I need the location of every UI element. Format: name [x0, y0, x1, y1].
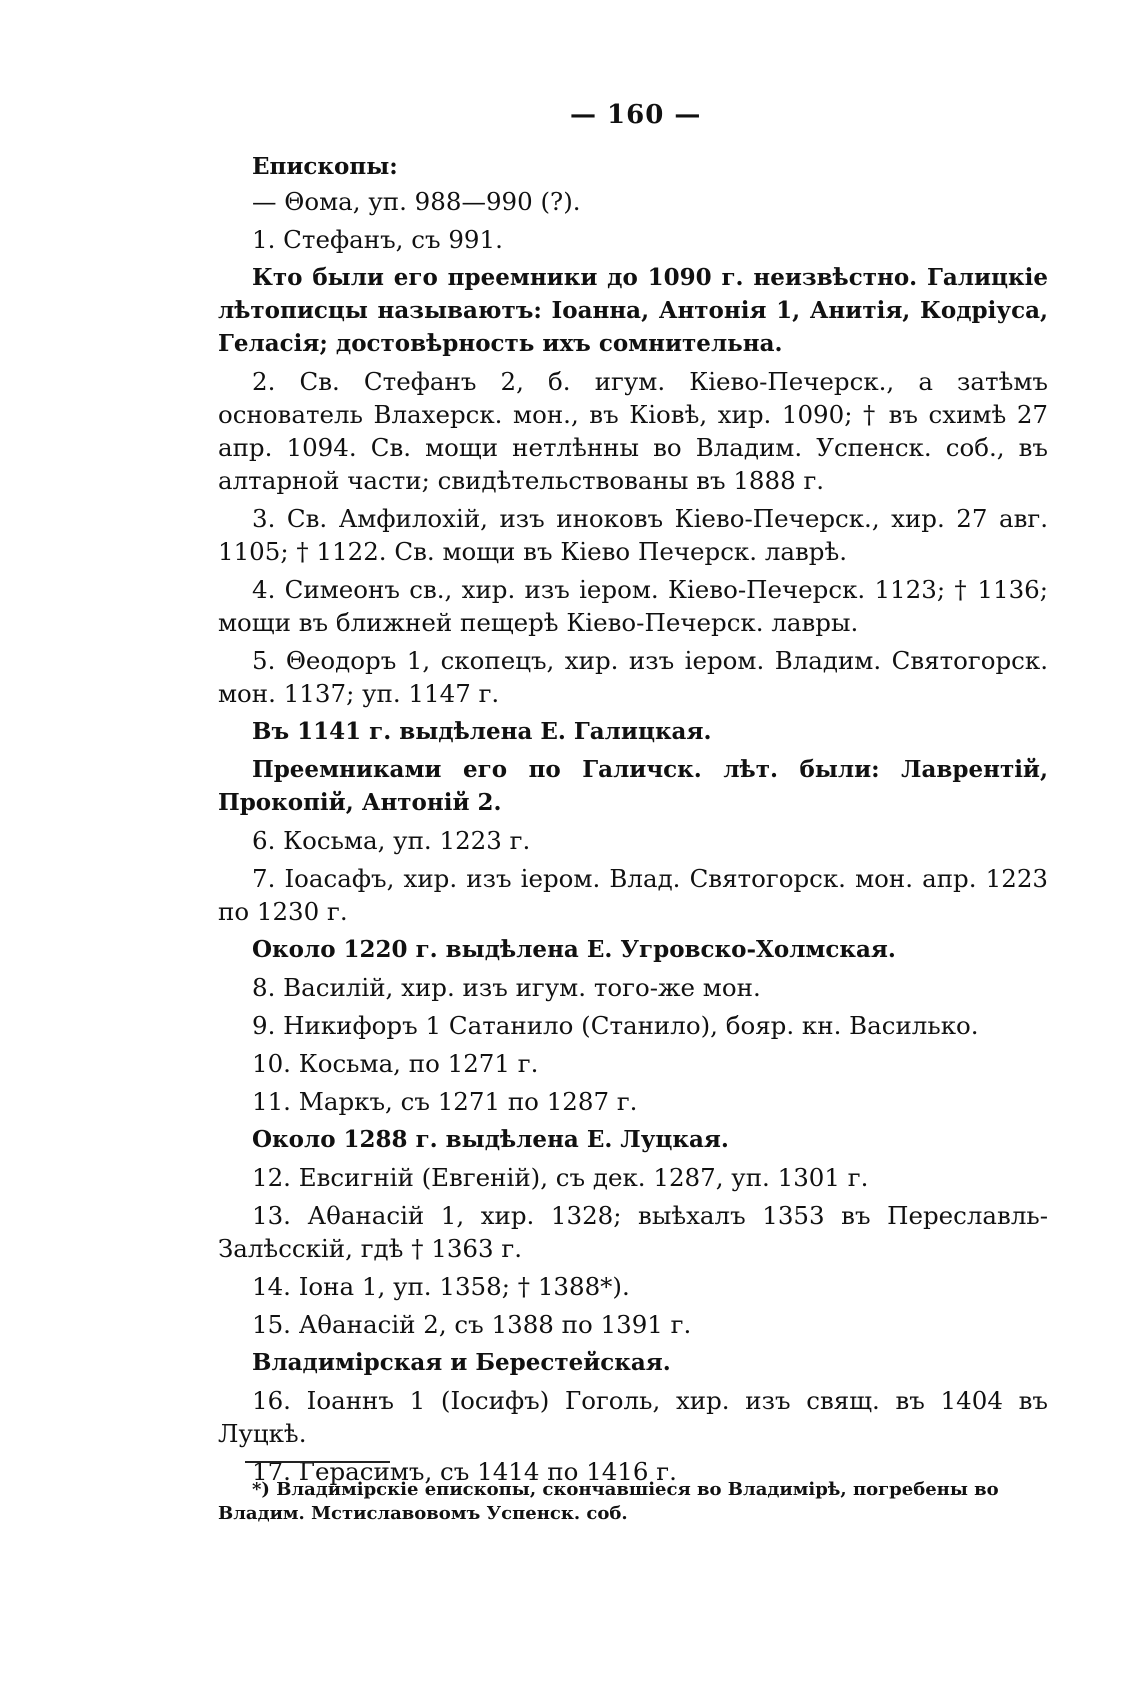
bishop-entry-11: 11. Маркъ, съ 1271 по 1287 г.: [252, 1087, 638, 1116]
note-ugrovsk-separated: Около 1220 г. выдѣлена Е. Угровско-Холмская.: [252, 936, 896, 963]
bishop-entry-17: 17. Герасимъ, съ 1414 по 1416 г.: [252, 1457, 677, 1486]
section-heading: Епископы:: [252, 153, 398, 180]
note-galich-successors: Преемниками его по Галичск. лѣт. были: Лаврентій, Прокопій, Антоній 2.: [218, 756, 1048, 816]
bishop-entry-5: 5. Θеодоръ 1, скопецъ, хир. изъ іером. Владим. Святогорск. мон. 1137; уп. 1147 г.: [218, 646, 1048, 708]
bishop-entry-3: 3. Св. Амфилохій, изъ иноковъ Кіево-Печерск., хир. 27 авг. 1105; † 1122. Св. мощи въ Кіево Печерск. лаврѣ.: [218, 504, 1048, 566]
note-galich-separated: Въ 1141 г. выдѣлена Е. Галицкая.: [252, 718, 712, 745]
page-body: [218, 150, 1048, 1491]
bishop-entry-15: 15. Аθанасій 2, съ 1388 по 1391 г.: [252, 1310, 692, 1339]
note-vladimir-berestey: Владимірская и Берестейская.: [252, 1349, 671, 1376]
bishop-entry-16: 16. Іоаннъ 1 (Іосифъ) Гоголь, хир. изъ свящ. въ 1404 въ Луцкѣ.: [218, 1386, 1048, 1448]
bishop-entry-6: 6. Косьма, уп. 1223 г.: [252, 826, 531, 855]
bishop-entry-12: 12. Евсигній (Евгеній), съ дек. 1287, уп. 1301 г.: [252, 1163, 869, 1192]
bishop-entry-4: 4. Симеонъ св., хир. изъ іером. Кіево-Печерск. 1123; † 1136; мощи въ ближней пещерѣ Кіево-Печерск. лавры.: [218, 575, 1048, 637]
footnote: *) Владимірскіе епископы, скончавшіеся во Владимірѣ, погребены во Владим. Мстиславовомъ Успенск. соб.: [218, 1479, 999, 1524]
page-number: — 160 —: [570, 100, 702, 130]
bishop-entry-2: 2. Св. Стефанъ 2, б. игум. Кіево-Печерск., а затѣмъ основатель Влахерск. мон., въ Кіовѣ, хир. 1090; † въ схимѣ 27 апр. 1094. Св. мощи нетлѣнны во Владим. Успенск. соб., въ алтарной части; свидѣтельствованы въ 1888 г.: [218, 367, 1048, 495]
footnote-divider: [245, 1461, 390, 1463]
bishop-entry-7: 7. Іоасафъ, хир. изъ іером. Влад. Святогорск. мон. апр. 1223 по 1230 г.: [218, 864, 1048, 926]
bishop-entry-1: 1. Стефанъ, съ 991.: [252, 225, 503, 254]
bishop-entry-14: 14. Іона 1, уп. 1358; † 1388*).: [252, 1272, 630, 1301]
note-successors-unknown: Кто были его преемники до 1090 г. неизвѣстно. Галицкіе лѣтописцы называютъ: Іоанна, Антонія 1, Анитія, Кодріуса, Геласія; достовѣрность ихъ сомнительна.: [218, 264, 1048, 357]
bishop-entry-9: 9. Никифоръ 1 Сатанило (Станило), бояр. кн. Василько.: [252, 1011, 979, 1040]
bishop-entry-foma: — Θома, уп. 988—990 (?).: [252, 187, 581, 216]
bishop-entry-10: 10. Косьма, по 1271 г.: [252, 1049, 539, 1078]
note-lutsk-separated: Около 1288 г. выдѣлена Е. Луцкая.: [252, 1126, 729, 1153]
bishop-entry-8: 8. Василій, хир. изъ игум. того-же мон.: [252, 973, 761, 1002]
bishop-entry-13: 13. Аθанасій 1, хир. 1328; выѣхалъ 1353 въ Переславль-Залѣсскій, гдѣ † 1363 г.: [218, 1201, 1048, 1263]
